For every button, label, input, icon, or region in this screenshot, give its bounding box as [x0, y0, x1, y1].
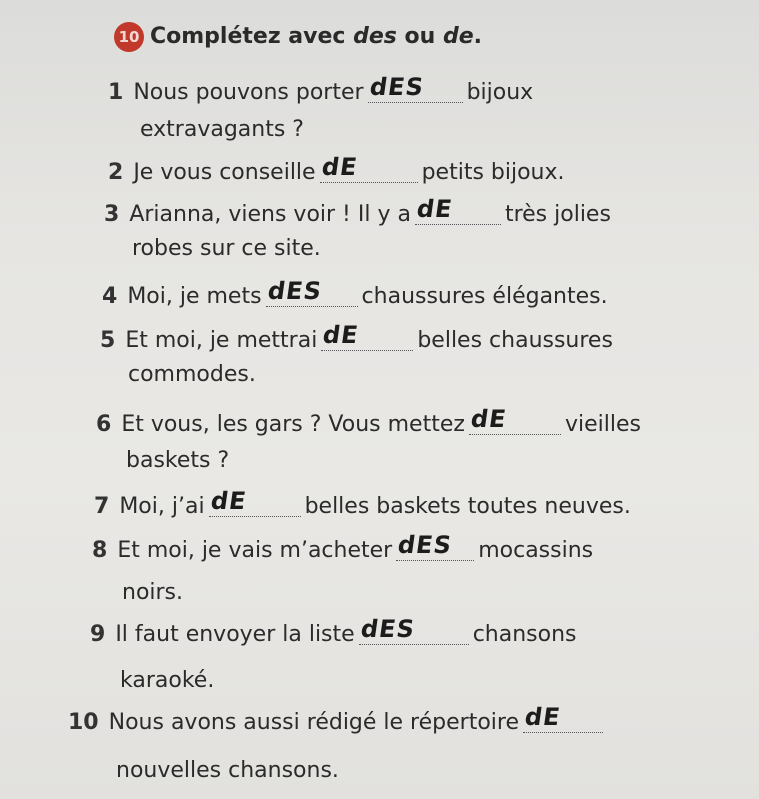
item-text-before: Moi, j’ai [119, 494, 205, 519]
exercise-line-1-cont: extravagants ? [140, 117, 304, 142]
handwritten-answer: dE [468, 405, 509, 433]
item-text-after: petits bijoux. [421, 160, 565, 185]
answer-blank[interactable] [358, 615, 469, 645]
instruction-prefix: Complétez avec [150, 24, 354, 49]
instruction-de: de [442, 24, 474, 49]
exercise-line-6 [96, 405, 641, 437]
item-text-after: bijoux [466, 80, 534, 105]
item-text-after: belles chaussures [417, 328, 613, 353]
handwritten-answer: dE [319, 153, 360, 181]
item-text-before: Et vous, les gars ? Vous mettez [121, 412, 465, 437]
item-number: 3 [104, 202, 120, 227]
answer-blank[interactable] [523, 703, 603, 733]
exercise-line-3 [104, 195, 611, 227]
item-number: 2 [108, 160, 124, 185]
handwritten-answer: dES [396, 531, 455, 559]
item-text-after: vieilles [564, 412, 641, 437]
exercise-line-7 [94, 487, 631, 519]
item-text-before: Nous avons aussi rédigé le répertoire [108, 710, 519, 735]
instruction-des: des [353, 24, 397, 49]
instruction-end: . [473, 24, 483, 49]
exercise-line-10-cont: nouvelles chansons. [116, 758, 339, 783]
answer-blank[interactable] [414, 195, 501, 225]
answer-blank[interactable] [208, 487, 301, 517]
answer-blank[interactable] [396, 531, 474, 561]
item-text-after: mocassins [478, 538, 594, 563]
exercise-line-3-cont: robes sur ce site. [132, 236, 321, 261]
item-text-before: Je vous conseille [133, 160, 316, 185]
item-number: 6 [96, 412, 112, 437]
item-number: 1 [108, 80, 124, 105]
exercise-line-9-cont: karaoké. [120, 668, 215, 693]
item-text-after: chansons [472, 622, 577, 647]
item-number: 10 [68, 710, 99, 735]
answer-blank[interactable] [265, 277, 358, 307]
item-text-after: très jolies [504, 202, 611, 227]
answer-blank[interactable] [321, 321, 413, 351]
handwritten-answer: dES [358, 615, 417, 643]
item-number: 7 [94, 494, 110, 519]
exercise-line-8-cont: noirs. [122, 580, 184, 605]
exercise-line-5 [100, 321, 613, 353]
exercise-number-badge: 10 [114, 22, 144, 52]
item-text-before: Et moi, je vais m’acheter [117, 538, 393, 563]
item-text-before: Nous pouvons porter [133, 80, 364, 105]
handwritten-answer: dES [265, 277, 324, 305]
handwritten-answer: dE [208, 487, 249, 515]
exercise-line-6-cont: baskets ? [126, 448, 230, 473]
exercise-line-4 [102, 277, 608, 309]
exercise-instruction [150, 24, 482, 49]
item-number: 8 [92, 538, 108, 563]
item-text-before: Et moi, je mettrai [125, 328, 318, 353]
handwritten-answer: dE [321, 321, 361, 349]
handwritten-answer: dES [367, 73, 426, 101]
exercise-line-5-cont: commodes. [128, 362, 256, 387]
exercise-line-1 [108, 73, 534, 105]
exercise-line-2 [108, 153, 565, 185]
item-text-after: belles baskets toutes neuves. [304, 494, 631, 519]
item-text-after: chaussures élégantes. [361, 284, 608, 309]
answer-blank[interactable] [367, 73, 463, 103]
handwritten-answer: dE [523, 703, 563, 731]
handwritten-answer: dE [414, 195, 455, 223]
item-number: 5 [100, 328, 116, 353]
item-text-before: Arianna, viens voir ! Il y a [129, 202, 411, 227]
item-text-before: Moi, je mets [127, 284, 262, 309]
exercise-line-9 [90, 615, 577, 647]
item-number: 9 [90, 622, 106, 647]
item-text-before: Il faut envoyer la liste [115, 622, 355, 647]
item-number: 4 [102, 284, 118, 309]
answer-blank[interactable] [468, 405, 561, 435]
exercise-line-8 [92, 531, 594, 563]
instruction-ou: ou [396, 24, 443, 49]
answer-blank[interactable] [319, 153, 418, 183]
exercise-line-10 [68, 703, 607, 735]
